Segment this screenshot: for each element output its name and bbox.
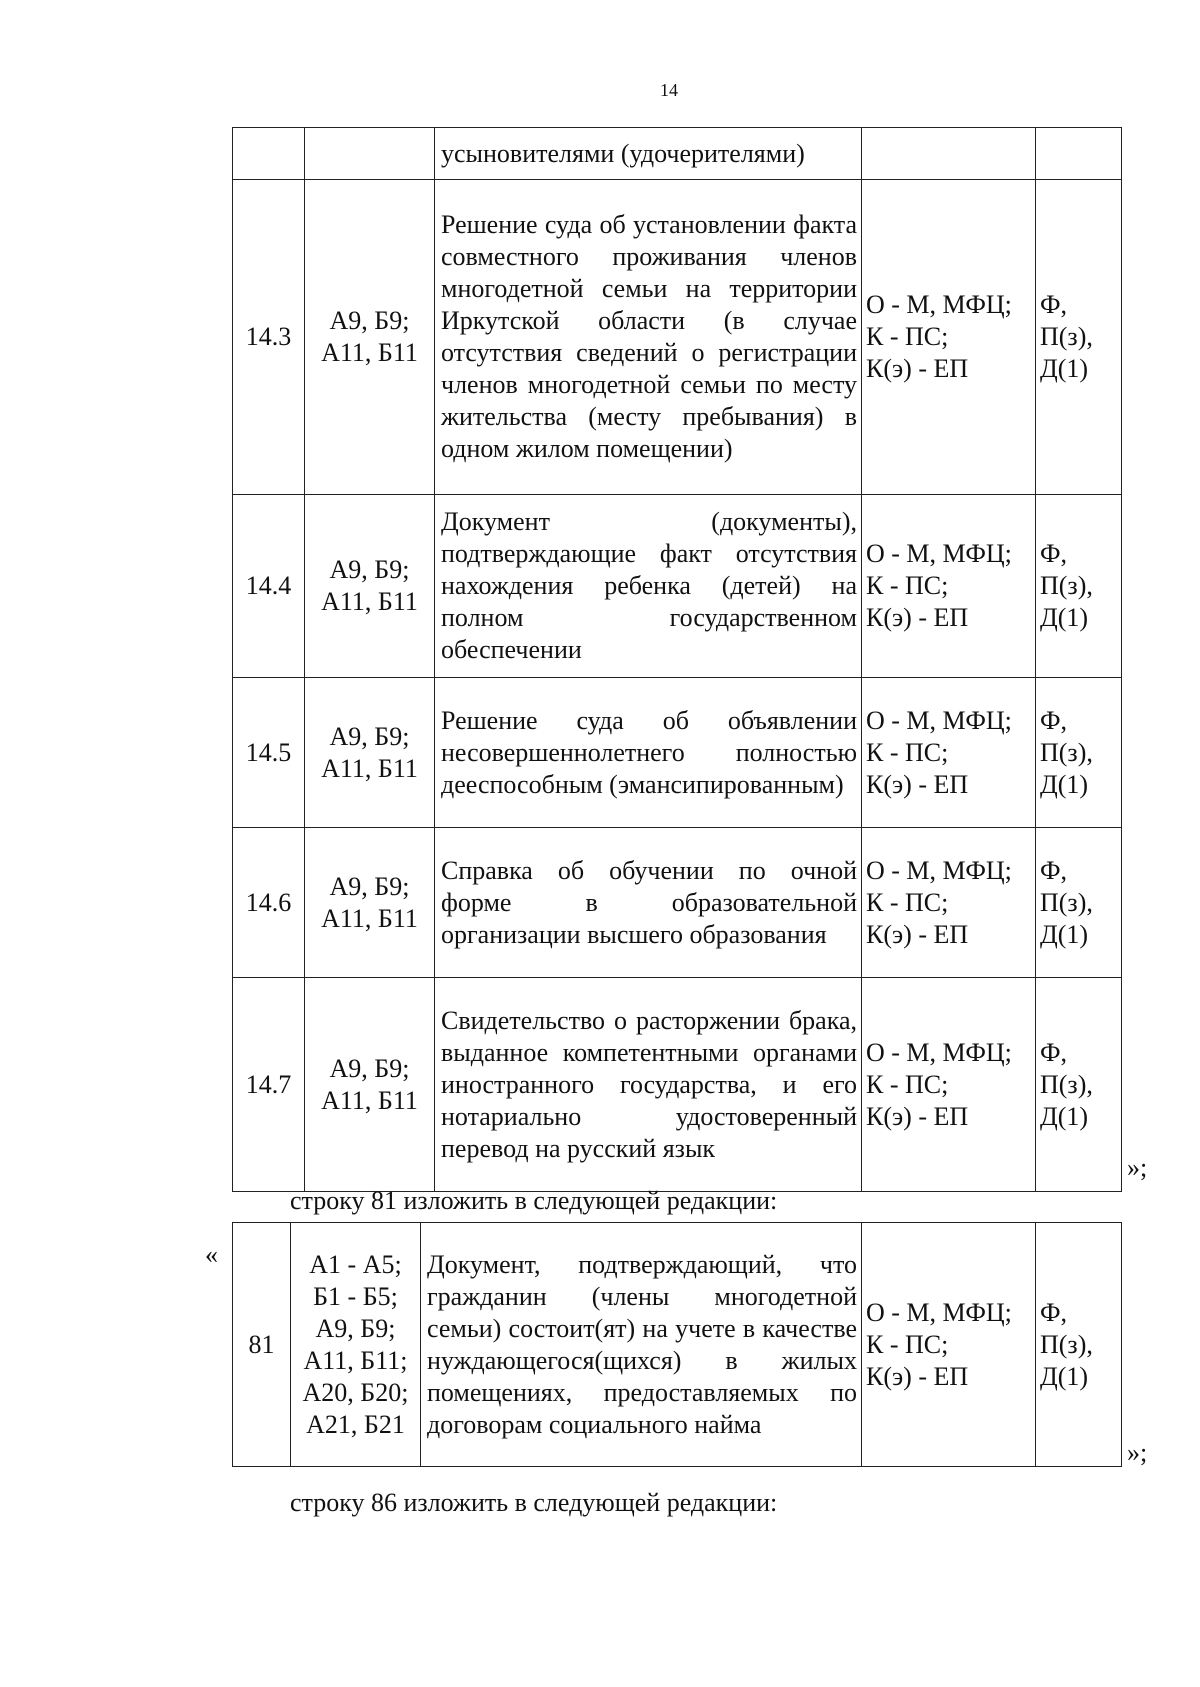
closing-quote-1: »; (1127, 1153, 1148, 1182)
category-codes: А9, Б9; А11, Б11 (305, 828, 435, 978)
document-description: усыновителями (удочерителями) (435, 128, 862, 180)
table-row (233, 1223, 1122, 1467)
submission-method: О - М, МФЦ; К - ПС; К(э) - ЕП (862, 495, 1036, 678)
table-row (233, 128, 1122, 180)
row-number: 14.3 (233, 180, 305, 495)
submission-method: О - М, МФЦ; К - ПС; К(э) - ЕП (862, 678, 1036, 828)
instruction-row-81: строку 81 изложить в следующей редакции: (290, 1186, 778, 1215)
category-codes: А1 - А5; Б1 - Б5; А9, Б9; А11, Б11; А20, Б20; А21, Б21 (291, 1223, 421, 1467)
document-form: Ф, П(з), Д(1) (1036, 978, 1122, 1192)
document-description: Документ, подтверждающий, что гражданин (члены многодетной семьи) состоит(ят) на учете в качестве нуждающегося(щихся) в жилых помещениях, предоставляемых по договорам социального найма (421, 1223, 862, 1467)
table-row (233, 495, 1122, 678)
document-description: Решение суда об объявлении несовершеннолетнего полностью дееспособным (эмансипированным) (435, 678, 862, 828)
instruction-row-86: строку 86 изложить в следующей редакции: (290, 1488, 778, 1517)
document-description: Свидетельство о расторжении брака, выданное компетентными органами иностранного государства, и его нотариально удостоверенный перевод на русский язык (435, 978, 862, 1192)
document-form: Ф, П(з), Д(1) (1036, 828, 1122, 978)
submission-method: О - М, МФЦ; К - ПС; К(э) - ЕП (862, 180, 1036, 495)
category-codes: А9, Б9; А11, Б11 (305, 678, 435, 828)
row-number (233, 128, 305, 180)
submission-method (862, 128, 1036, 180)
row-number: 14.7 (233, 978, 305, 1192)
table-row (233, 180, 1122, 495)
row-number: 14.5 (233, 678, 305, 828)
row-number: 81 (233, 1223, 291, 1467)
table-row (233, 978, 1122, 1192)
document-table-row-81 (232, 1222, 1122, 1467)
document-form (1036, 128, 1122, 180)
document-table-rows-14 (232, 127, 1122, 1192)
table-row (233, 828, 1122, 978)
document-form: Ф, П(з), Д(1) (1036, 678, 1122, 828)
submission-method: О - М, МФЦ; К - ПС; К(э) - ЕП (862, 1223, 1036, 1467)
category-codes: А9, Б9; А11, Б11 (305, 978, 435, 1192)
category-codes: А9, Б9; А11, Б11 (305, 495, 435, 678)
document-form: Ф, П(з), Д(1) (1036, 1223, 1122, 1467)
row-number: 14.6 (233, 828, 305, 978)
document-description: Документ (документы), подтверждающие факт отсутствия нахождения ребенка (детей) на полном государственном обеспечении (435, 495, 862, 678)
document-form: Ф, П(з), Д(1) (1036, 495, 1122, 678)
document-description: Справка об обучении по очной форме в образовательной организации высшего образования (435, 828, 862, 978)
category-codes: А9, Б9; А11, Б11 (305, 180, 435, 495)
closing-quote-2: »; (1127, 1438, 1148, 1467)
row-number: 14.4 (233, 495, 305, 678)
page-number: 14 (660, 80, 678, 100)
opening-quote-2: « (205, 1240, 218, 1269)
document-description: Решение суда об установлении факта совместного проживания членов многодетной семьи на территории Иркутской области (в случае отсутствия сведений о регистрации членов многодетной семьи по месту жительства (месту пребывания) в одном жилом помещении) (435, 180, 862, 495)
table-row (233, 678, 1122, 828)
submission-method: О - М, МФЦ; К - ПС; К(э) - ЕП (862, 978, 1036, 1192)
submission-method: О - М, МФЦ; К - ПС; К(э) - ЕП (862, 828, 1036, 978)
category-codes (305, 128, 435, 180)
document-form: Ф, П(з), Д(1) (1036, 180, 1122, 495)
